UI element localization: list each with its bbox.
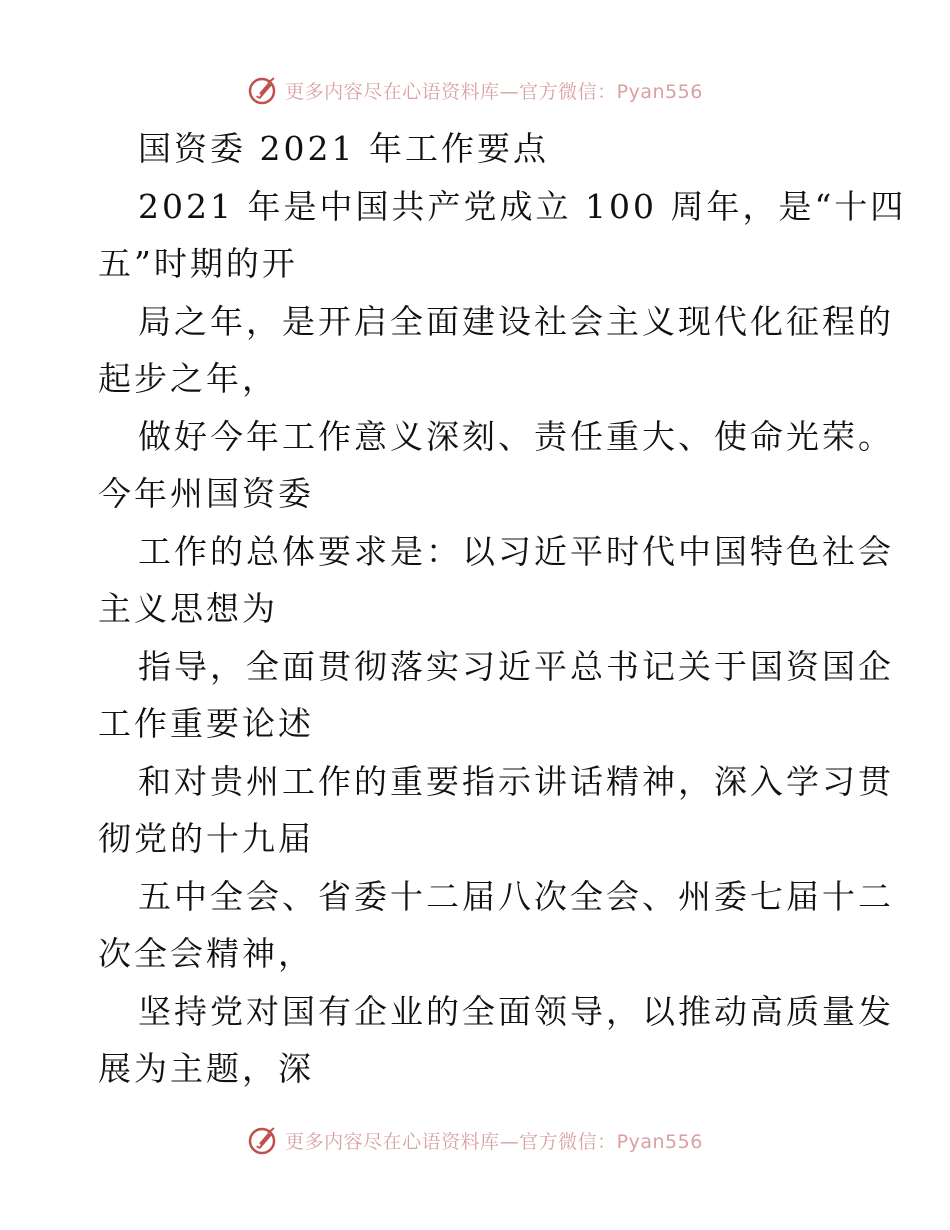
paragraph-line: 做好今年工作意义深刻、责任重大、使命光荣。 [138,416,894,456]
paragraph-line: 工作重要论述 [98,704,314,743]
paragraph-line: 主义思想为 [98,589,278,628]
footer-watermark [0,1120,950,1160]
document-title: 国资委 2021 年工作要点 [138,129,549,168]
paragraph-line: 五”时期的开 [98,244,298,283]
paragraph-line: 局之年，是开启全面建设社会主义现代化征程的 [138,301,894,341]
document-body [98,120,907,1098]
paragraph-line: 今年州国资委 [98,474,314,513]
paragraph-line: 工作的总体要求是：以习近平时代中国特色社会 [138,531,894,571]
pen-nib-circle-logo-icon [247,1124,279,1156]
paragraph-line: 和对贵州工作的重要指示讲话精神，深入学习贯 [138,761,894,801]
paragraph-line: 指导，全面贯彻落实习近平总书记关于国资国企 [138,646,894,686]
paragraph-line: 展为主题，深 [98,1049,314,1088]
paragraph-line: 坚持党对国有企业的全面领导，以推动高质量发 [138,991,894,1031]
paragraph-line: 五中全会、省委十二届八次全会、州委七届十二 [138,876,894,916]
footer-watermark-text: 更多内容尽在心语资料库—官方微信：Pyan556 [285,1130,703,1153]
pen-nib-circle-logo-icon [247,74,279,106]
header-watermark-text: 更多内容尽在心语资料库—官方微信：Pyan556 [285,80,703,103]
paragraph-line: 2021 年是中国共产党成立 100 周年，是“十四 [138,186,907,226]
paragraph-line: 次全会精神， [98,934,314,973]
paragraph-line: 彻党的十九届 [98,819,314,858]
paragraph-line: 起步之年， [98,359,278,398]
header-watermark [0,70,950,110]
